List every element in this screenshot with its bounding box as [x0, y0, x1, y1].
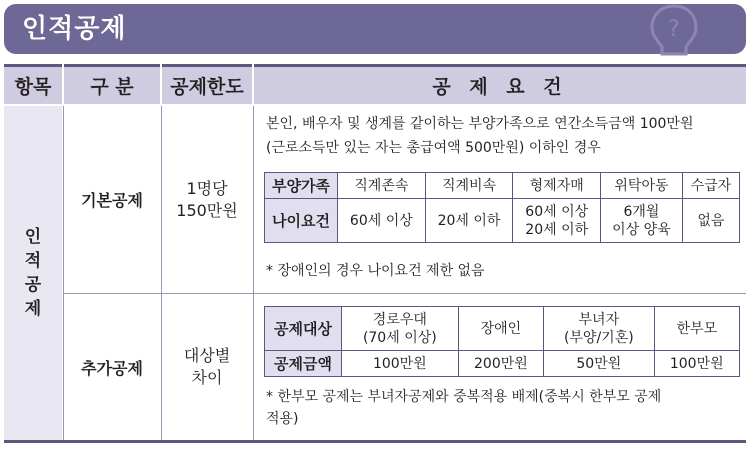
title-banner [4, 4, 746, 54]
table-cell: 50만원 [544, 351, 654, 377]
header-limit: 공제한도 [162, 64, 252, 104]
header-requirements: 공 제 요 건 [254, 64, 746, 104]
additional-deduction-label: 추가공제 [81, 358, 143, 378]
additional-deduction-limit: 대상별 차이 [183, 346, 231, 387]
additional-note: * 한부모 공제는 부녀자공제와 중복적용 배제(중복시 한부모 공제 적용) [266, 389, 662, 427]
table-cell: 수급자 [682, 173, 739, 199]
question-bulb-icon [646, 0, 702, 64]
table-cell: 경로우대 (70세 이상) [342, 307, 459, 351]
section-label: 인 적 공 제 [4, 106, 62, 440]
table-cell: 200만원 [458, 351, 543, 377]
amount-header: 공제금액 [265, 351, 342, 377]
deduction-table [4, 64, 746, 444]
page-title: 인적공제 [22, 14, 127, 44]
table-cell: 부녀자 (부양/기혼) [544, 307, 654, 351]
table-cell: 6개월 이상 양육 [601, 199, 683, 243]
age-requirement-header: 나이요건 [265, 199, 338, 243]
table-cell: 장애인 [458, 307, 543, 351]
table-bottom-rule [4, 440, 746, 443]
basic-note: * 장애인의 경우 나이요건 제한 없음 [266, 263, 485, 279]
table-cell: 없음 [682, 199, 739, 243]
table-cell: 위탁아동 [601, 173, 683, 199]
table-cell: 형제자매 [513, 173, 601, 199]
dependents-header: 부양가족 [265, 173, 338, 199]
basic-deduction-label: 기본공제 [81, 191, 143, 210]
table-cell: 20세 이하 [425, 199, 513, 243]
table-cell: 100만원 [342, 351, 459, 377]
table-cell: 100만원 [654, 351, 739, 377]
table-cell: 직계존속 [338, 173, 426, 199]
table-cell: 직계비속 [425, 173, 513, 199]
basic-requirements-table [264, 172, 740, 243]
divider [253, 106, 254, 440]
header-item: 항목 [4, 64, 62, 104]
header-category: 구 분 [64, 64, 160, 104]
table-cell: 60세 이상 [338, 199, 426, 243]
svg-text:?: ? [668, 17, 680, 42]
basic-deduction-limit: 1명당 150만원 [176, 178, 238, 220]
table-cell: 한부모 [654, 307, 739, 351]
additional-requirements-table [264, 306, 740, 377]
target-header: 공제대상 [265, 307, 342, 351]
table-cell: 60세 이상 20세 이하 [513, 199, 601, 243]
basic-description: 본인, 배우자 및 생계를 같이하는 부양가족으로 연간소득금액 100만원 (근로소득만 있는 자는 총급여액 500만원) 이하인 경우 [266, 116, 694, 156]
